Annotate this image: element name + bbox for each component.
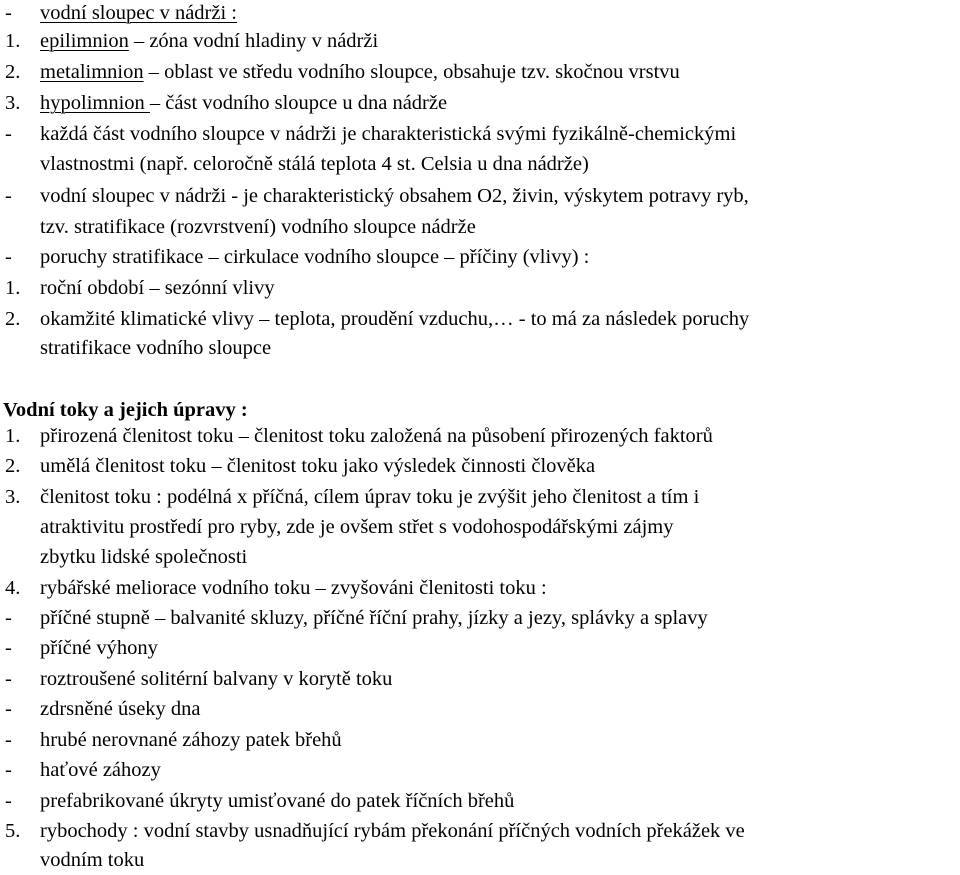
- line-text: hrubé nerovnané záhozy patek břehů: [40, 729, 342, 751]
- list-marker: -: [5, 246, 12, 268]
- text-line: [0, 603, 960, 633]
- list-marker: 1.: [5, 30, 21, 52]
- text-line: [0, 573, 960, 603]
- line-text: vodním toku: [40, 849, 145, 871]
- list-marker: -: [5, 607, 12, 629]
- text-line: [0, 0, 960, 28]
- underlined-term: metalimnion: [40, 61, 144, 83]
- underlined-term: hypolimnion: [40, 92, 150, 114]
- list-marker: -: [5, 637, 12, 659]
- line-text: umělá členitost toku – členitost toku jako výsledek činnosti člověka: [40, 455, 596, 477]
- text-line: [0, 725, 960, 755]
- line-text: zdrsněné úseky dna: [40, 698, 201, 720]
- list-marker: -: [5, 668, 12, 690]
- text-line: [0, 816, 960, 846]
- text-line: [0, 273, 960, 303]
- text-line: [0, 664, 960, 694]
- text-line: [0, 786, 960, 816]
- line-text: vodní sloupec v nádrži - je charakteristický obsahem O2, živin, výskytem potravy ryb,: [40, 185, 749, 207]
- text-line: [0, 242, 960, 272]
- line-text: – oblast ve středu vodního sloupce, obsahuje tzv. skočnou vrstvu: [143, 61, 680, 83]
- line-text: členitost toku : podélná x příčná, cílem úprav toku je zvýšit jeho členitost a tím i: [40, 486, 700, 508]
- line-text: příčné výhony: [40, 637, 158, 659]
- line-text: rybářské meliorace vodního toku – zvyšováni členitosti toku :: [40, 577, 547, 599]
- text-line: [0, 421, 960, 451]
- list-marker: 4.: [5, 577, 21, 599]
- text-line: [0, 212, 960, 242]
- text-line: [0, 26, 960, 56]
- list-marker: -: [5, 759, 12, 781]
- text-line: [0, 149, 960, 179]
- line-text: stratifikace vodního sloupce: [40, 337, 272, 359]
- line-text: přirozená členitost toku – členitost toku založená na působení přirozených faktorů: [40, 425, 713, 447]
- line-text: okamžité klimatické vlivy – teplota, proudění vzduchu,… - to má za následek poruchy: [40, 308, 750, 330]
- text-line: [0, 119, 960, 149]
- line-text: haťové záhozy: [40, 759, 161, 781]
- heading-text: Vodní toky a jejich úpravy :: [3, 399, 248, 421]
- text-line: [0, 451, 960, 481]
- line-text: poruchy stratifikace – cirkulace vodního sloupce – příčiny (vlivy) :: [40, 246, 590, 268]
- list-marker: 3.: [5, 486, 21, 508]
- list-marker: -: [5, 698, 12, 720]
- line-text: tzv. stratifikace (rozvrstvení) vodního sloupce nádrže: [40, 216, 476, 238]
- text-line: [0, 57, 960, 87]
- line-text: atraktivitu prostředí pro ryby, zde je ovšem střet s vodohospodářskými zájmy: [40, 516, 674, 538]
- line-text: vlastnostmi (např. celoročně stálá teplota 4 st. Celsia u dna nádrže): [40, 153, 589, 175]
- list-marker: 2.: [5, 61, 21, 83]
- text-line: [0, 633, 960, 663]
- text-line: [0, 482, 960, 512]
- list-marker: 2.: [5, 455, 21, 477]
- list-marker: 5.: [5, 820, 21, 842]
- list-marker: 1.: [5, 277, 21, 299]
- line-text: příčné stupně – balvanité skluzy, příčné říční prahy, jízky a jezy, splávky a splavy: [40, 607, 708, 629]
- list-marker: 3.: [5, 92, 21, 114]
- text-line: [0, 181, 960, 211]
- line-text: každá část vodního sloupce v nádrži je charakteristická svými fyzikálně-chemickými: [40, 123, 737, 145]
- text-line: [0, 304, 960, 334]
- text-line: [0, 694, 960, 724]
- list-marker: 2.: [5, 308, 21, 330]
- list-marker: 1.: [5, 425, 21, 447]
- list-marker: -: [5, 185, 12, 207]
- underlined-term: vodní sloupec v nádrži :: [40, 2, 237, 24]
- underlined-term: epilimnion: [40, 30, 129, 52]
- line-text: zbytku lidské společnosti: [40, 546, 248, 568]
- line-text: rybochody : vodní stavby usnadňující rybám překonání příčných vodních překážek ve: [40, 820, 745, 842]
- text-line: [0, 542, 960, 572]
- line-text: roztroušené solitérní balvany v korytě toku: [40, 668, 393, 690]
- line-text: – zóna vodní hladiny v nádrži: [128, 30, 379, 52]
- list-marker: -: [5, 790, 12, 812]
- list-marker: -: [5, 2, 12, 24]
- line-text: prefabrikované úkryty umisťované do patek říčních břehů: [40, 790, 515, 812]
- list-marker: -: [5, 123, 12, 145]
- list-marker: -: [5, 729, 12, 751]
- line-text: roční období – sezónní vlivy: [40, 277, 275, 299]
- text-line: [0, 88, 960, 118]
- text-line: [0, 512, 960, 542]
- text-line: [0, 333, 960, 363]
- text-line: [0, 755, 960, 785]
- line-text: – část vodního sloupce u dna nádrže: [149, 92, 448, 114]
